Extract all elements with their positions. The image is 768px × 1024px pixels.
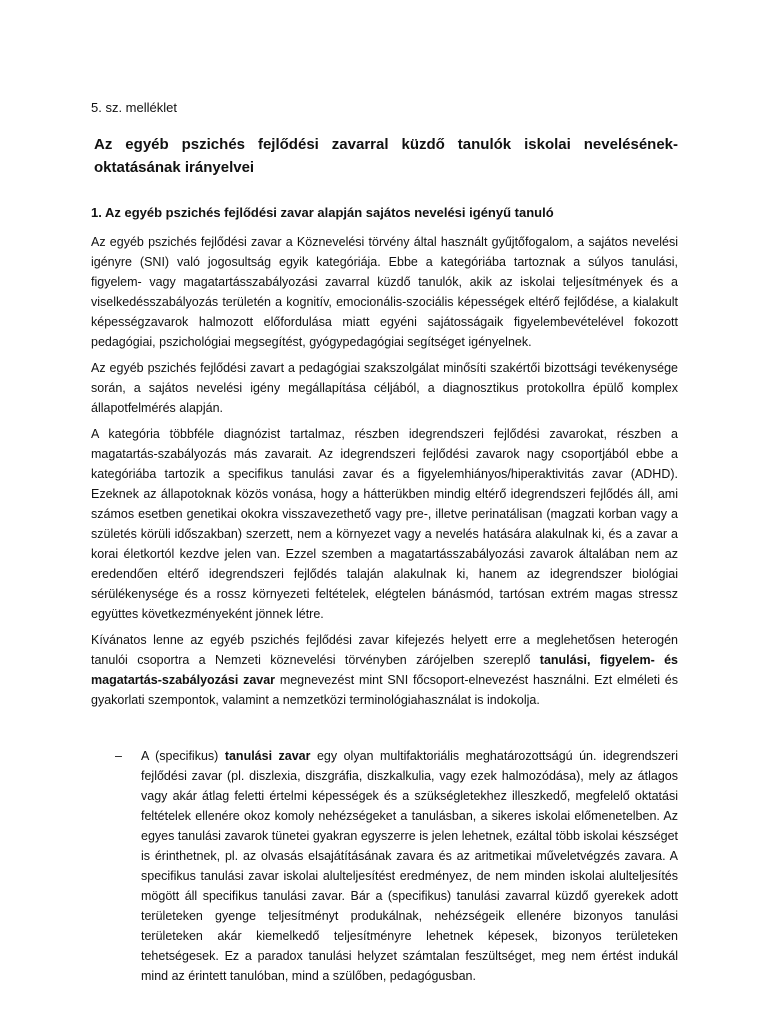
paragraph-1: Az egyéb pszichés fejlődési zavar a Köznevelési törvény által használt gyűjtőfogalom, a sajátos nevelési igényre (SNI) való jogosultság egyik kategóriája. Ebbe a kategóriába tartoznak a súlyos tanulási, figyelem- vagy magatartásszabályozási zavarral küzdő tanulók, akik az iskolai teljesítmények és a viselkedésszabályozás területén a kognitív, emocionális-szociális képességek eltérő fejlődése, a kialakult képességzavarok halmozott előfordulása miatt egyéni sajátosságaik figyelembevételével fokozott pedagógiai, pszichológiai megsegítést, gyógypedagógiai segítséget igényelnek. — [91, 235, 678, 349]
list-dash: – — [115, 749, 122, 763]
section-heading: 1. Az egyéb pszichés fejlődési zavar alapján sajátos nevelési igényű tanuló — [91, 205, 554, 220]
paragraph-4-text-start: Kívánatos lenne az egyéb pszichés fejlődési zavar kifejezés helyett erre a meglehetősen heterogén tanulói csoportra a Nemzeti köznevelési törvényben zárójelben szereplő — [91, 633, 678, 667]
paragraph-4-text-end: megnevezést mint SNI főcsoport-elnevezést használni. Ezt elméleti és gyakorlati szempontok, valamint a nemzetközi terminológiahasználat is indokolja. — [91, 673, 679, 707]
paragraph-3: A kategória többféle diagnózist tartalmaz, részben idegrendszeri fejlődési zavarokat, részben a magatartás-szabályozás más zavarait. Az idegrendszeri fejlődési zavarok nagy csoportjából ebbe a kategóriába tartozik a specifikus tanulási zavar és a figyelemhiányos/hiperaktivitás zavar (ADHD). Ezeknek az állapotoknak közös vonása, hogy a hátterükben mindig eltérő idegrendszeri fejlődés áll, ami számos esetben genetikai okokra visszavezethető vagy pre-, illetve perinatálisan (magzati korban vagy a születés körüli időszakban) szerzett, nem a környezet vagy a nevelés hatására alakulnak ki, és a zavar a korai életkortól kezdve jelen van. Ezzel szemben a magatartásszabályozási zavarok általában nem az eredendően eltérő idegrendszeri fejlődés talaján alakulnak ki, hanem az idegrendszer biológiai sérülékenysége és a rossz környezeti feltételek, elégtelen bánásmód, tartósan extrém magas stressz együttes következményeként jönnek létre. — [91, 427, 678, 621]
paragraph-4 — [91, 630, 678, 710]
document-title: Az egyéb pszichés fejlődési zavarral küzdő tanulók iskolai nevelésének-oktatásának irányelvei — [94, 136, 678, 176]
list-item-text-end: egy olyan multifaktoriális meghatározottságú ún. idegrendszeri fejlődési zavar (pl. diszlexia, diszgráfia, diszkalkulia, vagy ezek halmozódása), mely az átlagos vagy akár átlag feletti értelmi képességek és a szükségletekhez illeszkedő, megfelelő oktatási feltételek ellenére okoz komoly nehézségeket a tanulásban, a sikeres iskolai előmenetelben. Az egyes tanulási zavarok tünetei gyakran egyszerre is jelen lehetnek, ezáltal több iskolai készséget is érinthetnek, pl. az olvasás elsajátításának zavara és az aritmetikai műveletvégzés zavara. A specifikus tanulási zavar iskolai alulteljesítést eredményez, de nem minden iskolai alulteljesítés mögött áll specifikus tanulási zavar. Bár a (specifikus) tanulási zavarral küzdő gyerekek adott területeken gyenge teljesítményt produkálnak, nehézségeik ellenére bizonyos tanulási területeken akár kiemelkedő teljesítményre lehetnek képesek, bizonyos területeken tehetségesek. Ez a paradox tanulási helyzet számtalan feszültséget, meg nem értést indukál mind az érintett tanulóban, mind a szülőben, pedagógusban. — [141, 749, 678, 983]
appendix-label: 5. sz. melléklet — [91, 100, 177, 115]
list-item-bold-term: tanulási zavar — [224, 749, 311, 763]
list-item-text-start: A (specifikus) — [141, 749, 225, 763]
paragraph-4-bold-term: tanulási, figyelem- és magatartás-szabályozási zavar — [91, 653, 679, 687]
paragraph-2: Az egyéb pszichés fejlődési zavart a pedagógiai szakszolgálat minősíti szakértői bizottsági tevékenysége során, a sajátos nevelési igény megállapítása céljából, a diagnosztikus protokollra épülő komplex állapotfelmérés alapján. — [91, 361, 678, 415]
definition-list — [91, 746, 678, 986]
list-item — [91, 746, 678, 986]
